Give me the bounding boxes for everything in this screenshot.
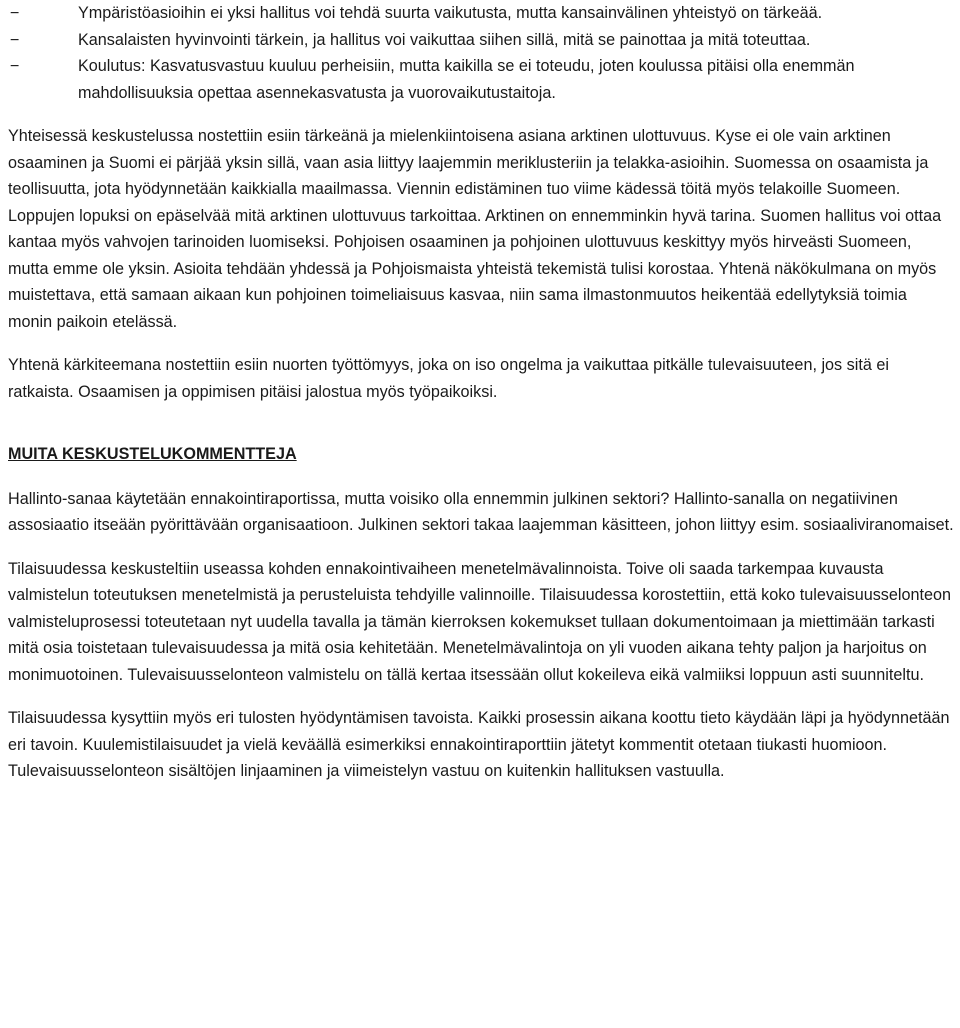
section-heading: MUITA KESKUSTELUKOMMENTTEJA [8, 445, 297, 463]
paragraph-methods: Tilaisuudessa keskusteltiin useassa kohden ennakointivaiheen menetelmävalinnoista. Toive oli saada tarkempaa kuvausta valmistelun toteutuksen menetelmistä ja perusteluista tehdyille valinnoille. Tilaisuudessa korostettiin, että koko tulevaisuusselonteon valmisteluprosessi toteutetaan nyt uudella tavalla ja tämän kierroksen kokemukset tullaan dokumentoimaan ja miettimään tarkasti mitä osia toistetaan tulevaisuudessa ja mitä osia kehitetään. Menetelmävalintoja on yli vuoden aikana tehty paljon ja harjoitus on monimuotoinen. Tulevaisuusselonteon valmistelu on tällä kertaa itsessään ollut kokeileva eikä valmiiksi loppuun asti suunniteltu. [8, 559, 951, 684]
bullet-text: Kansalaisten hyvinvointi tärkein, ja hallitus voi vaikuttaa siihen sillä, mitä se painottaa ja mitä toteuttaa. [78, 30, 811, 49]
paragraph-youth: Yhtenä kärkiteemana nostettiin esiin nuorten työttömyys, joka on iso ongelma ja vaikuttaa pitkälle tulevaisuuteen, jos sitä ei ratkaista. Osaamisen ja oppimisen pitäisi jalostua myös työpaikoiksi. [8, 356, 889, 401]
bullet-list [8, 0, 954, 106]
dash-marker: − [10, 57, 20, 75]
list-item [8, 53, 954, 106]
list-item [8, 27, 954, 54]
bullet-text: Koulutus: Kasvatusvastuu kuuluu perheisiin, mutta kaikilla se ei toteudu, joten koulussa pitäisi olla enemmän mahdollisuuksia opettaa asennekasvatusta ja vuorovaikutustaitoja. [78, 57, 855, 102]
paragraph-hallinto: Hallinto-sanaa käytetään ennakointiraportissa, mutta voisiko olla ennemmin julkinen sektori? Hallinto-sanalla on negatiivinen assosiaatio itseään pyörittävään organisaatioon. Julkinen sektori takaa laajemman käsitteen, johon liittyy esim. sosiaaliviranomaiset. [8, 489, 954, 534]
list-item [8, 0, 954, 27]
dash-marker: − [10, 4, 20, 22]
bullet-text: Ympäristöasioihin ei yksi hallitus voi tehdä suurta vaikutusta, mutta kansainvälinen yhteistyö on tärkeää. [78, 4, 823, 22]
dash-marker: − [10, 30, 20, 49]
document-page [8, 0, 954, 785]
paragraph-results: Tilaisuudessa kysyttiin myös eri tulosten hyödyntämisen tavoista. Kaikki prosessin aikana koottu tieto käydään läpi ja hyödynnetään eri tavoin. Kuulemistilaisuudet ja vielä keväällä esimerkiksi ennakointiraporttiin jätetyt kommentit otetaan tiukasti huomioon. Tulevaisuusselonteon sisältöjen linjaaminen ja viimeistelyn vastuu on kuitenkin hallituksen vastuulla. [8, 709, 950, 780]
paragraph-arctic: Yhteisessä keskustelussa nostettiin esiin tärkeänä ja mielenkiintoisena asiana arktinen ulottuvuus. Kyse ei ole vain arktinen osaaminen ja Suomi ei pärjää yksin sillä, vaan asia liittyy laajemmin meriklusteriin ja telakka-asioihin. Suomessa on osaamista ja teollisuutta, jota hyödynnetään kaikkialla maailmassa. Viennin edistäminen tuo viime kädessä töitä myös telakoille Suomeen. Loppujen lopuksi on epäselvää mitä arktinen ulottuvuus tarkoittaa. Arktinen on ennemminkin hyvä tarina. Suomen hallitus voi ottaa kantaa myös vahvojen tarinoiden luomiseksi. Pohjoisen osaaminen ja pohjoinen ulottuvuus keskittyy myös hirveästi Suomeen, mutta emme ole yksin. Asioita tehdään yhdessä ja Pohjoismaista yhteistä tekemistä tulisi korostaa. Yhtenä näkökulmana on myös muistettava, että samaan aikaan kun pohjoinen toimeliaisuus kasvaa, niin sama ilmastonmuutos heikentää edellytyksiä toimia monin paikoin etelässä. [8, 127, 942, 331]
